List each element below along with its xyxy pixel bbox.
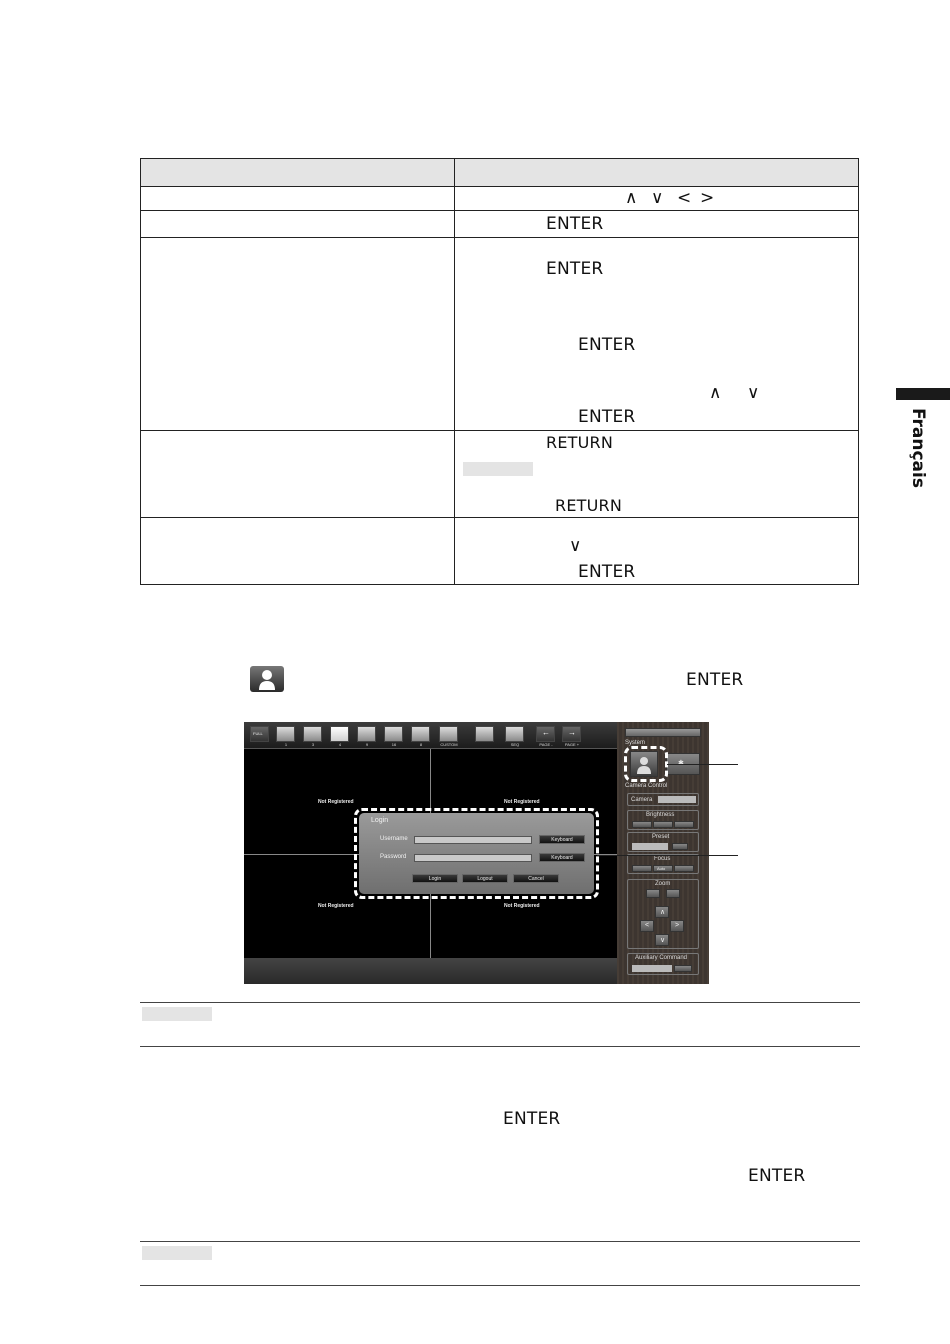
login-icon bbox=[250, 666, 284, 692]
brightness-reset-button[interactable] bbox=[653, 821, 673, 828]
cancel-button[interactable]: Cancel bbox=[513, 874, 559, 883]
brightness-group: Brightness bbox=[627, 810, 699, 830]
app-screenshot bbox=[244, 722, 709, 984]
return-key-label: RETURN bbox=[546, 433, 613, 452]
enter-key-label: ENTER bbox=[748, 1166, 806, 1186]
note-marker bbox=[142, 1007, 212, 1021]
chevron-right-icon: > bbox=[675, 922, 680, 929]
focus-near-button[interactable] bbox=[632, 865, 652, 872]
layout-16-button[interactable] bbox=[384, 726, 403, 742]
return-key-label: RETURN bbox=[555, 496, 622, 515]
note-bottom-rule bbox=[140, 1046, 860, 1047]
system-label: System bbox=[625, 740, 646, 746]
auxiliary-command-selector[interactable] bbox=[632, 965, 672, 972]
table-row bbox=[141, 211, 859, 238]
callout-line-login-button bbox=[667, 764, 738, 765]
procedure-cell bbox=[455, 187, 859, 211]
auxiliary-command-send-button[interactable] bbox=[674, 965, 692, 972]
note-bottom-rule bbox=[140, 1285, 860, 1286]
pan-left-button[interactable] bbox=[640, 920, 654, 932]
camera-slot-2-status: Not Registered bbox=[504, 799, 540, 805]
username-label: Username bbox=[380, 836, 408, 842]
right-arrow-key-icon: > bbox=[700, 188, 715, 208]
layout-8-button[interactable] bbox=[411, 726, 430, 742]
arrow-right-icon: → bbox=[568, 728, 576, 737]
login-button-highlight bbox=[624, 746, 668, 782]
table-row bbox=[141, 518, 859, 585]
password-keyboard-button[interactable]: Keyboard bbox=[539, 853, 585, 862]
zoom-in-button[interactable] bbox=[646, 889, 660, 898]
preset-group: Preset bbox=[627, 832, 699, 852]
camera-slot-3-status: Not Registered bbox=[318, 903, 354, 909]
focus-group: Focus Auto bbox=[627, 854, 699, 874]
down-arrow-key-icon: ∨ bbox=[747, 383, 760, 403]
login-dialog-title: Login bbox=[371, 817, 389, 824]
layout-9-button[interactable] bbox=[357, 726, 376, 742]
layout-custom-button[interactable] bbox=[439, 726, 458, 742]
enter-key-label: ENTER bbox=[578, 335, 636, 355]
logout-button[interactable]: Logout bbox=[462, 874, 508, 883]
camera-slot-4-status: Not Registered bbox=[504, 903, 540, 909]
enter-key-label: ENTER bbox=[578, 407, 636, 427]
login-button[interactable]: Login bbox=[412, 874, 458, 883]
zoom-out-button[interactable] bbox=[666, 889, 680, 898]
enter-key-label: ENTER bbox=[546, 214, 604, 234]
language-tab-label: Français bbox=[908, 408, 928, 488]
callout-line-login-dialog bbox=[597, 855, 738, 856]
page-prev-button[interactable] bbox=[536, 726, 555, 742]
enter-key-label: ENTER bbox=[578, 562, 636, 582]
camera-list-button[interactable] bbox=[475, 726, 494, 742]
enter-key-label: ENTER bbox=[546, 259, 604, 279]
language-tab-marker bbox=[896, 388, 950, 400]
layout-4-button[interactable] bbox=[330, 726, 349, 742]
enter-key-label: ENTER bbox=[503, 1109, 561, 1129]
chevron-left-icon: < bbox=[645, 922, 650, 929]
pan-down-button[interactable] bbox=[655, 934, 669, 946]
table-row bbox=[141, 238, 859, 431]
brightness-up-button[interactable] bbox=[674, 821, 694, 828]
focus-auto-button[interactable]: Auto bbox=[653, 865, 673, 872]
note-top-rule bbox=[140, 1002, 860, 1003]
layout-3-button[interactable] bbox=[303, 726, 322, 742]
table-header-row bbox=[141, 159, 859, 187]
full-button[interactable]: FULL bbox=[250, 726, 269, 742]
table-row bbox=[141, 431, 859, 518]
left-arrow-key-icon: < bbox=[677, 188, 692, 208]
camera-slot-1-status: Not Registered bbox=[318, 799, 354, 805]
brightness-down-button[interactable] bbox=[632, 821, 652, 828]
camera-selector[interactable]: Camera bbox=[627, 793, 699, 806]
header-cell-procedure bbox=[455, 159, 859, 187]
pan-up-button[interactable] bbox=[655, 906, 669, 918]
note-marker bbox=[463, 462, 533, 476]
login-dialog-highlight bbox=[354, 808, 599, 899]
chevron-down-icon: ∨ bbox=[660, 937, 666, 944]
layout-toolbar: FULL 1 3 4 9 16 8 CUSTOM SEQ ← PAGE - → PAGE + bbox=[244, 722, 617, 749]
password-label: Password bbox=[380, 854, 407, 860]
preset-go-button[interactable] bbox=[672, 843, 688, 850]
note-top-rule bbox=[140, 1241, 860, 1242]
focus-far-button[interactable] bbox=[674, 865, 694, 872]
up-arrow-key-icon: ∧ bbox=[709, 383, 722, 403]
table-row bbox=[141, 187, 859, 211]
sequence-button[interactable] bbox=[505, 726, 524, 742]
page-next-button[interactable] bbox=[562, 726, 581, 742]
chevron-up-icon: ∧ bbox=[660, 909, 666, 916]
down-arrow-key-icon: ∨ bbox=[569, 536, 582, 556]
username-keyboard-button[interactable]: Keyboard bbox=[539, 835, 585, 844]
panel-title-bar bbox=[625, 728, 701, 737]
note-marker bbox=[142, 1246, 212, 1260]
up-arrow-key-icon: ∧ bbox=[625, 188, 638, 208]
preset-selector[interactable] bbox=[632, 843, 668, 850]
status-bar bbox=[244, 958, 617, 984]
auxiliary-command-group: Auxiliary Command bbox=[627, 953, 699, 975]
arrow-left-icon: ← bbox=[542, 728, 550, 737]
operations-table bbox=[140, 158, 859, 585]
header-cell-operation bbox=[141, 159, 455, 187]
gear-icon bbox=[678, 759, 684, 767]
zoom-group: Zoom ∧ < > ∨ bbox=[627, 879, 699, 949]
camera-control-label: Camera Control bbox=[625, 783, 668, 789]
pan-right-button[interactable] bbox=[670, 920, 684, 932]
down-arrow-key-icon: ∨ bbox=[651, 188, 664, 208]
enter-key-label: ENTER bbox=[686, 670, 744, 690]
layout-1-button[interactable] bbox=[276, 726, 295, 742]
